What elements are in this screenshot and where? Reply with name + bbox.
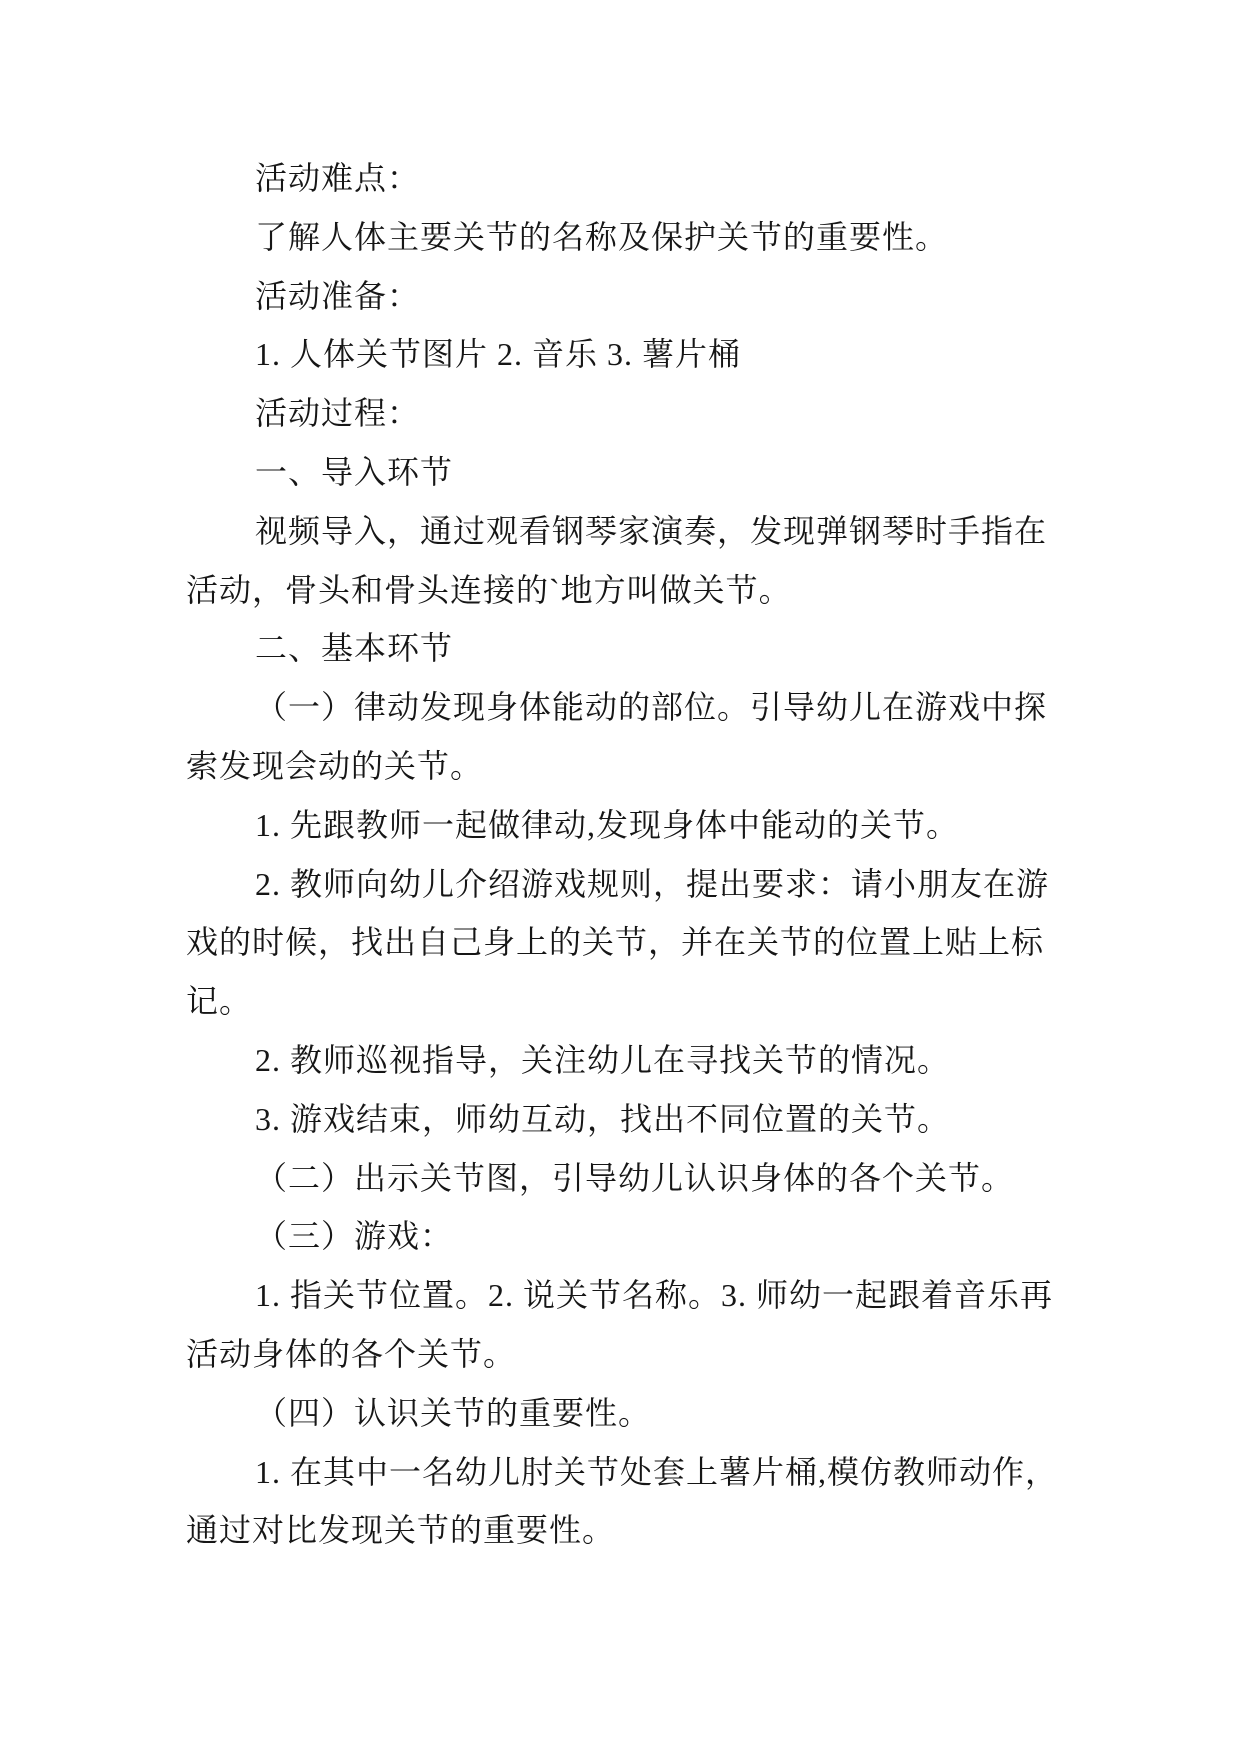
text-line: 了解人体主要关节的名称及保护关节的重要性。 [255, 218, 949, 255]
text-line: （二）出示关节图，引导幼儿认识身体的各个关节。 [255, 1159, 1015, 1196]
text-line: 索发现会动的关节。 [186, 747, 484, 784]
text-line: 3. 游戏结束，师幼互动，找出不同位置的关节。 [255, 1100, 951, 1137]
text-line: 活动过程： [255, 395, 421, 432]
text-line: （四）认识关节的重要性。 [255, 1394, 652, 1431]
text-line: 活动准备： [255, 277, 421, 314]
text-line: 活动，骨头和骨头连接的`地方叫做关节。 [186, 571, 792, 608]
text-line: （三）游戏： [255, 1218, 454, 1255]
text-line: 记。 [186, 983, 253, 1020]
text-line: （一）律动发现身体能动的部位。引导幼儿在游戏中探 [255, 689, 1048, 726]
text-line: 通过对比发现关节的重要性。 [186, 1512, 616, 1549]
text-line: 1. 先跟教师一起做律动,发现身体中能动的关节。 [255, 806, 960, 843]
text-line: 1. 在其中一名幼儿肘关节处套上薯片桶,模仿教师动作， [255, 1453, 1059, 1490]
document-body [186, 149, 1086, 1560]
text-line: 戏的时候，找出自己身上的关节，并在关节的位置上贴上标 [186, 924, 1045, 961]
text-line: 2. 教师向幼儿介绍游戏规则，提出要求：请小朋友在游 [255, 865, 1050, 902]
text-line: 1. 人体关节图片 2. 音乐 3. 薯片桶 [255, 336, 742, 373]
text-line: 活动难点： [255, 160, 421, 196]
text-line: 活动身体的各个关节。 [186, 1335, 517, 1372]
text-line: 1. 指关节位置。2. 说关节名称。3. 师幼一起跟着音乐再 [255, 1277, 1054, 1314]
text-line: 二、基本环节 [255, 630, 454, 667]
text-line: 一、导入环节 [255, 453, 454, 490]
text-line: 2. 教师巡视指导，关注幼儿在寻找关节的情况。 [255, 1041, 951, 1078]
text-line: 视频导入，通过观看钢琴家演奏，发现弹钢琴时手指在 [255, 512, 1048, 549]
